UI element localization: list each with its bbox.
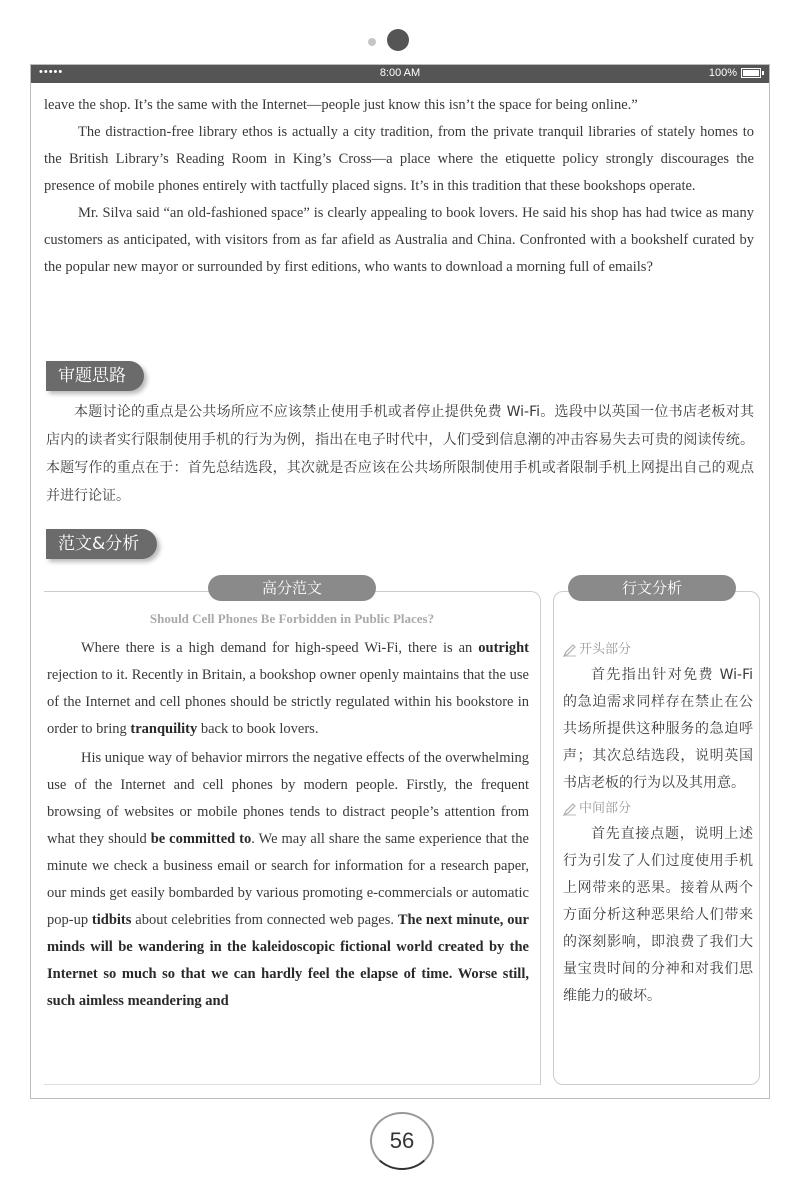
- page-indicator-dot-active: [387, 29, 409, 51]
- pencil-icon: [563, 643, 577, 657]
- battery-status: [709, 67, 761, 79]
- essay-paragraph: Where there is a high demand for high-speed Wi-Fi, there is an outright rejection to it. Recently in Britain, a bookshop owner openly maintains that the use of the Internet and cell phones should be strictly regulated within his bookstore in order to bring tranquility back to book lovers.: [47, 640, 529, 737]
- essay-title: Should Cell Phones Be Forbidden in Public Places?: [149, 611, 435, 626]
- essay-body: [47, 635, 529, 1015]
- essay-paragraph: His unique way of behavior mirrors the negative effects of the overwhelming use of the Internet and cell phones by modern people. Firstly, the frequent browsing of websites or mobile phones tends to distract people’s attention from what they should be committed to. We may all share the same experience that the minute we check a business email or search for information for a research paper, our minds get easily bombarded by various promoting e-commercials or automatic pop-up tidbits about celebrities from connected web pages. The next minute, our minds will be wandering in the kaleidoscopic fictional world created by the Internet so much so that we can hardly feel the elapse of time. Worse still, such aimless meandering and: [47, 750, 529, 1009]
- passage-paragraph: Mr. Silva said “an old-fashioned space” is clearly appealing to book lovers. He said his shop has had twice as many customers as anticipated, with visitors from as far afield as Australia and China. Confronted with a bookshelf curated by the popular new mayor or surrounded by first editions, who wants to download a morning full of emails?: [44, 205, 754, 275]
- passage-paragraph: leave the shop. It’s the same with the Internet—people just know this isn’t the space for being online.”: [44, 97, 638, 113]
- analysis-paragraph: 本题讨论的重点是公共场所应不应该禁止使用手机或者停止提供免费 Wi-Fi。选段中以英国一位书店老板对其店内的读者实行限制使用手机的行为为例，指出在电子时代中，人们受到信息潮的冲击容易失去可贵的阅读传统。本题写作的重点在于：首先总结选段，其次就是否应该在公共场所限制使用手机或者限制手机上网提出自己的观点并进行论证。: [46, 404, 754, 504]
- section-analysis-text: [46, 398, 754, 510]
- analysis-text: 首先直接点题，说明上述行为引发了人们过度使用手机上网带来的恶果。接着从两个方面分析这种恶果给人们带来的深刻影响，即浪费了我们大量宝贵时间的分神和对我们思维能力的破坏。: [563, 826, 753, 1004]
- passage: [44, 92, 754, 281]
- analysis-pill: 行文分析: [568, 575, 736, 601]
- bold-term: be committed to: [150, 831, 252, 847]
- analysis-subhead: 中间部分: [563, 797, 753, 821]
- battery-icon: [741, 68, 761, 78]
- pencil-icon: [563, 802, 577, 816]
- page-number: 56: [370, 1112, 434, 1170]
- passage-paragraph: The distraction-free library ethos is actually a city tradition, from the private tranquil libraries of stately homes to the British Library’s Reading Room in King’s Cross—a place where the etiquette policy strongly discourages the presence of mobile phones entirely with tactfully placed signs. It’s in this tradition that these bookshops operate.: [44, 124, 754, 194]
- section-tag-essay: 范文&分析: [46, 529, 157, 559]
- essay-pill: 高分范文: [208, 575, 376, 601]
- bold-term: tidbits: [91, 912, 132, 928]
- battery-percent: 100%: [708, 67, 737, 79]
- analysis-body: [563, 638, 753, 1010]
- bold-sentence: The next minute, our minds will be wandering in the kaleidoscopic fictional world created by the Internet so much so that we can hardly feel the elapse of time. Worse still, such aimless meandering and: [47, 912, 529, 1009]
- page-indicator-dot: [368, 38, 376, 46]
- signal-icon: •••••: [39, 66, 64, 78]
- analysis-subhead: 开头部分: [563, 638, 753, 662]
- status-time: 8:00 AM: [379, 67, 421, 79]
- analysis-text: 首先指出针对免费 Wi-Fi 的急迫需求同样存在禁止在公共场所提供这种服务的急迫呼声；其次总结选段，说明英国书店老板的行为以及其用意。: [563, 667, 753, 791]
- bold-term: outright: [478, 640, 529, 656]
- status-bar: [31, 65, 769, 83]
- bold-term: tranquility: [130, 721, 198, 737]
- section-tag-analysis: 审题思路: [46, 361, 144, 391]
